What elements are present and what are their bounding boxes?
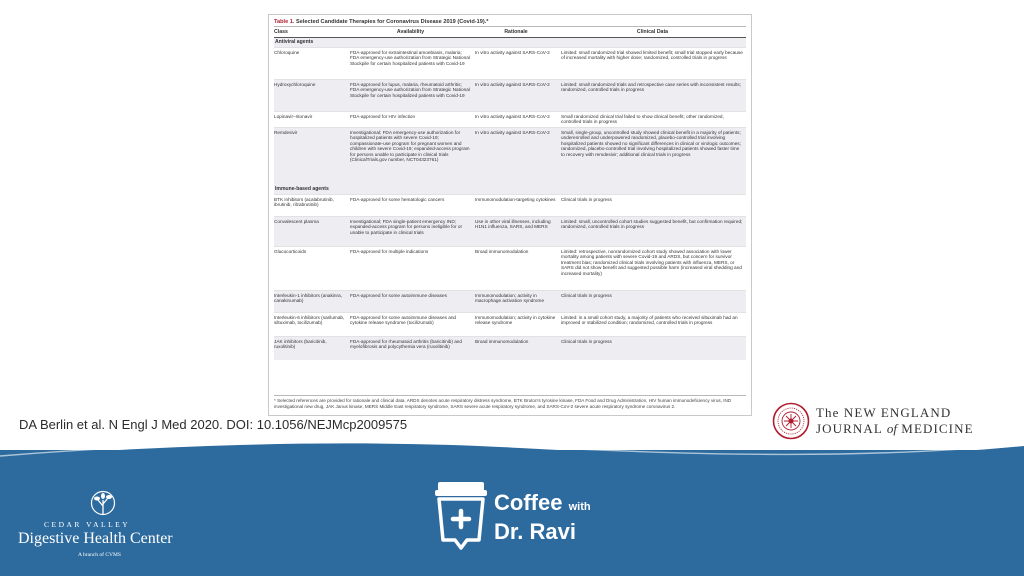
coffee-cup-icon (434, 480, 488, 550)
cvdh-subtitle: A branch of CVMS (78, 552, 121, 558)
cell-clinical: Limited: in a small cohort study, a majority of patients who received siltuximab had an improved or stabilized condition; randomized, controlled trials in progress (561, 314, 738, 326)
table-row (274, 79, 746, 111)
cvdh-tagline: CEDAR VALLEY (44, 520, 131, 529)
cell-clinical: Clinical trials in progress (561, 338, 612, 344)
coffee-with-dr-ravi (494, 491, 591, 545)
cell-rationale: In vitro activity against SARS-CoV-2 (475, 81, 550, 87)
header-availability: Availability (396, 29, 425, 35)
nejm-medicine: MEDICINE (901, 421, 974, 436)
cell-availability: FDA-approved for some autoimmune diseases (350, 292, 447, 298)
coffee-line2: Dr. Ravi (494, 519, 576, 544)
cell-class: Interleukin-1 inhibitors (anakinra, canakinumab) (274, 292, 343, 304)
header-class: Class (274, 29, 288, 35)
header-clinical-data: Clinical Data (636, 29, 669, 35)
cell-rationale: In vitro activity against SARS-CoV-2 (475, 129, 550, 135)
cell-rationale: Immunomodulation; activity in cytokine release syndrome (475, 314, 556, 326)
nejm-of: of (886, 421, 897, 436)
cell-availability: Investigational; FDA single-patient emergency IND; expanded-access program for persons ineligible for or unable to participate in clinical trials (350, 218, 463, 235)
section-antiviral: Antiviral agents (274, 38, 746, 47)
nejm-line1: The NEW ENGLAND (816, 405, 952, 420)
table-row (274, 246, 746, 290)
table-header-row (274, 27, 746, 38)
cvdh-logo (14, 490, 194, 570)
cell-class: Glucocorticoids (274, 248, 307, 254)
table-caption: Selected Candidate Therapies for Coronavirus Disease 2019 (Covid-19).* (295, 19, 489, 25)
cell-rationale: In vitro activity against SARS-CoV-2 (475, 49, 550, 55)
cell-clinical: Limited: small, uncontrolled cohort studies suggested benefit, but confirmation required; randomized, controlled trials in progress (561, 218, 743, 230)
nejm-seal-icon (772, 402, 810, 440)
cell-rationale: Broad immunomodulation (475, 248, 529, 254)
table-row (274, 111, 746, 127)
table-row (274, 312, 746, 336)
table-row (274, 216, 746, 246)
table-number: Table 1. (274, 19, 295, 25)
cell-class: Convalescent plasma (274, 218, 319, 224)
cell-availability: FDA-approved for lupus, malaria, rheumatoid arthritis; FDA emergency-use authorization from Strategic National Stockpile for certain hospitalized patients with Covid-19 (350, 81, 470, 98)
cell-availability: FDA-approved for extraintestinal amoebiasis, malaria; FDA emergency-use authorization from Strategic National Stockpile for certain hospitalized patients with Covid-19 (350, 49, 470, 66)
table-row (274, 290, 746, 312)
coffee-line1 (494, 491, 591, 519)
cell-class: Hydroxychloroquine (274, 81, 316, 87)
cell-availability: FDA-approved for some hematologic cancers (350, 196, 445, 202)
cell-availability: FDA-approved for some autoimmune diseases and cytokine release syndrome (tocilizumab) (350, 314, 457, 326)
section-immune: Immune-based agents (274, 185, 746, 194)
cell-availability: FDA-approved for rheumatoid arthritis (baricitinib) and myelofibrosis and polycythemia vera (ruxolitinib) (350, 338, 463, 350)
nejm-line2 (816, 421, 974, 437)
cell-clinical: Clinical trials in progress (561, 196, 612, 202)
cell-rationale: Broad immunomodulation (475, 338, 529, 344)
table-row (274, 127, 746, 185)
cell-clinical: Limited: small randomized trial showed limited benefit; small trial stopped early because of increased mortality with higher dose; randomized, controlled trials in progress (561, 49, 743, 61)
cell-rationale: In vitro activity against SARS-CoV-2 (475, 113, 550, 119)
cell-availability: Investigational; FDA emergency-use authorization for hospitalized patients with severe Covid-19; compassionate-use program for pregnant women and children with severe Covid-19; expanded-access program for persons unable to participate in clinical trials (ClinicalTrials.gov number, NCT04323761) (350, 129, 470, 163)
table-footnote: * Selected references are provided for rationale and clinical data. ARDS denotes acute respiratory distress syndrome, BTK Bruton's tyrosine kinase, FDA Food and Drug Administration, HIV human immunodeficiency virus, IND investigational new drug, JAK Janus kinase, MERS Middle East respiratory syndrome, SARS severe acute respiratory syndrome, and SARS-CoV-2 severe acute respiratory syndrome coronavirus 2. (274, 395, 746, 410)
coffee-word: Coffee (494, 490, 563, 515)
cvdh-name: Digestive Health Center (18, 530, 173, 547)
cell-class: JAK inhibitors (baricitinib, ruxolitinib) (274, 338, 327, 350)
cell-clinical: Small randomized clinical trial failed to show clinical benefit; other randomized, controlled trials in progress (561, 113, 724, 125)
cell-class: Remdesivir (274, 129, 298, 135)
cell-class: Chloroquine (274, 49, 300, 55)
tree-leaf-icon (87, 490, 119, 518)
cell-class: BTK inhibitors (acalabrutinib, ibrutinib, rilzabrutinib) (274, 196, 334, 208)
cell-clinical: Limited: small randomized trials and retrospective case series with inconsistent results; randomized, controlled trials in progress (561, 81, 742, 93)
cell-clinical: Small, single-group, uncontrolled study showed clinical benefit in a majority of patients; underenrolled and underpowered randomized, placebo-controlled trial involving hospitalized patients showed no significant differences in clinical or virologic outcomes; randomized, placebo-controlled trial involving hospitalized patients showed faster time to recovery with remdesivir; additional clinical trials in progress (561, 129, 741, 157)
cell-clinical: Limited: retrospective, nonrandomized cohort study showed association with lower mortality among patients with severe Covid-19 and ARDS, but concern for survivor treatment bias; randomized clinical trials involving patients with influenza, MERS, or SARS did not show benefit and suggested possible harm (increased viral shedding and increased mortality) (561, 248, 742, 276)
cell-clinical: Clinical trials in progress (561, 292, 612, 298)
table-figure (268, 14, 752, 416)
footer-wave (0, 436, 1024, 466)
nejm-journal: JOURNAL (816, 421, 883, 436)
cell-availability: FDA-approved for HIV infection (350, 113, 416, 119)
cell-availability: FDA-approved for multiple indications (350, 248, 429, 254)
nejm-wordmark (816, 405, 974, 437)
cell-class: Lopinavir–ritonavir (274, 113, 313, 119)
cell-class: Interleukin-6 inhibitors (sarilumab, siltuximab, tocilizumab) (274, 314, 345, 326)
cell-rationale: Use in other viral illnesses, including H1N1 influenza, SARS, and MERS (475, 218, 551, 230)
table-row (274, 47, 746, 79)
cell-rationale: Immunomodulation; activity in macrophage activation syndrome (475, 292, 545, 304)
coffee-with: with (568, 501, 591, 513)
cell-rationale: Immunomodulation-targeting cytokines (475, 196, 556, 202)
citation: DA Berlin et al. N Engl J Med 2020. DOI: 10.1056/NEJMcp2009575 (19, 417, 408, 432)
table-title (274, 18, 746, 27)
header-rationale: Rationale (504, 29, 528, 35)
table-row (274, 194, 746, 216)
table-row (274, 336, 746, 360)
